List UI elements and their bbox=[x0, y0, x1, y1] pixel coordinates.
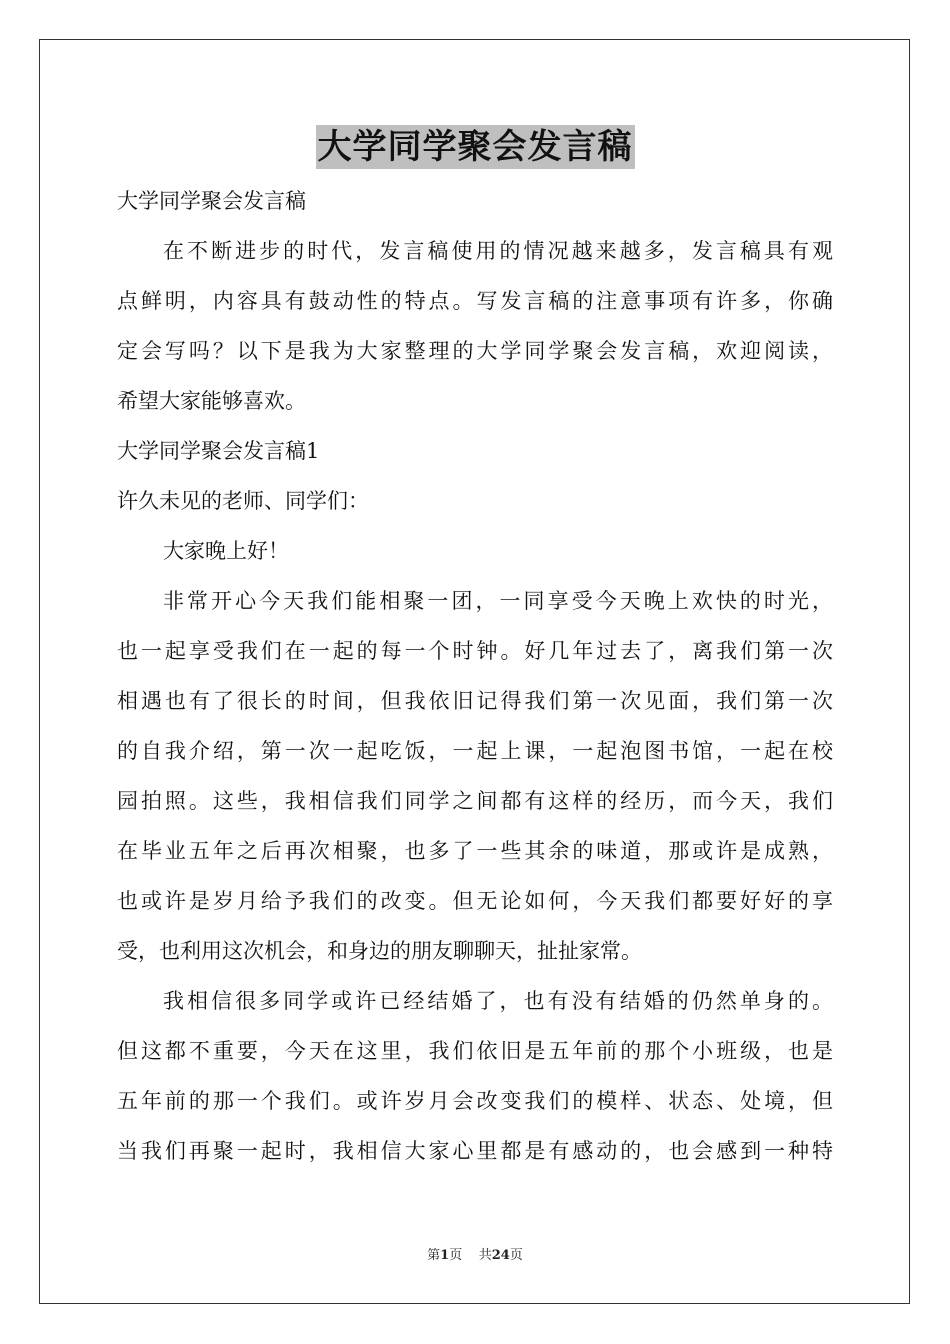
text-line: 我相信很多同学或许已经结婚了，也有没有结婚的仍然单身的。 bbox=[163, 989, 833, 1013]
page-total-prefix: 共 bbox=[478, 1248, 492, 1263]
text-line: 大家晚上好！ bbox=[163, 539, 289, 563]
title-container bbox=[0, 125, 950, 169]
text-line: 定会写吗？以下是我为大家整理的大学同学聚会发言稿，欢迎阅读， bbox=[117, 339, 833, 363]
page-total: 24 bbox=[491, 1248, 510, 1263]
document-body bbox=[117, 176, 833, 1176]
page-footer bbox=[0, 1244, 950, 1263]
text-line: 点鲜明，内容具有鼓动性的特点。写发言稿的注意事项有许多，你确 bbox=[117, 289, 833, 313]
text-line: 当我们再聚一起时，我相信大家心里都是有感动的，也会感到一种特 bbox=[117, 1139, 833, 1163]
document-title: 大学同学聚会发言稿 bbox=[317, 127, 633, 167]
text-line: 在毕业五年之后再次相聚，也多了一些其余的味道，那或许是成熟， bbox=[117, 839, 833, 863]
text-line: 非常开心今天我们能相聚一团，一同享受今天晚上欢快的时光， bbox=[163, 589, 833, 613]
text-line: 的自我介绍，第一次一起吃饭，一起上课，一起泡图书馆，一起在校 bbox=[117, 739, 833, 763]
text-line: 但这都不重要，今天在这里，我们依旧是五年前的那个小班级，也是 bbox=[117, 1039, 833, 1063]
text-line: 也或许是岁月给予我们的改变。但无论如何，今天我们都要好好的享 bbox=[117, 889, 833, 913]
text-line: 受，也利用这次机会，和身边的朋友聊聊天，扯扯家常。 bbox=[117, 939, 642, 963]
text-line: 希望大家能够喜欢。 bbox=[117, 389, 306, 413]
page-number-prefix: 第 bbox=[427, 1248, 441, 1263]
text-line: 五年前的那一个我们。或许岁月会改变我们的模样、状态、处境，但 bbox=[117, 1089, 833, 1113]
text-line: 园拍照。这些，我相信我们同学之间都有这样的经历，而今天，我们 bbox=[117, 789, 833, 813]
page-total-suffix: 页 bbox=[509, 1248, 523, 1263]
page-number-suffix: 页 bbox=[449, 1248, 463, 1263]
text-line: 大学同学聚会发言稿1 bbox=[117, 439, 320, 463]
text-line: 相遇也有了很长的时间，但我依旧记得我们第一次见面，我们第一次 bbox=[117, 689, 833, 713]
text-line: 在不断进步的时代，发言稿使用的情况越来越多，发言稿具有观 bbox=[163, 239, 833, 263]
page-number-current: 1 bbox=[440, 1248, 450, 1263]
text-line: 也一起享受我们在一起的每一个时钟。好几年过去了，离我们第一次 bbox=[117, 639, 833, 663]
text-line: 许久未见的老师、同学们： bbox=[117, 489, 369, 513]
text-line: 大学同学聚会发言稿 bbox=[117, 189, 306, 213]
